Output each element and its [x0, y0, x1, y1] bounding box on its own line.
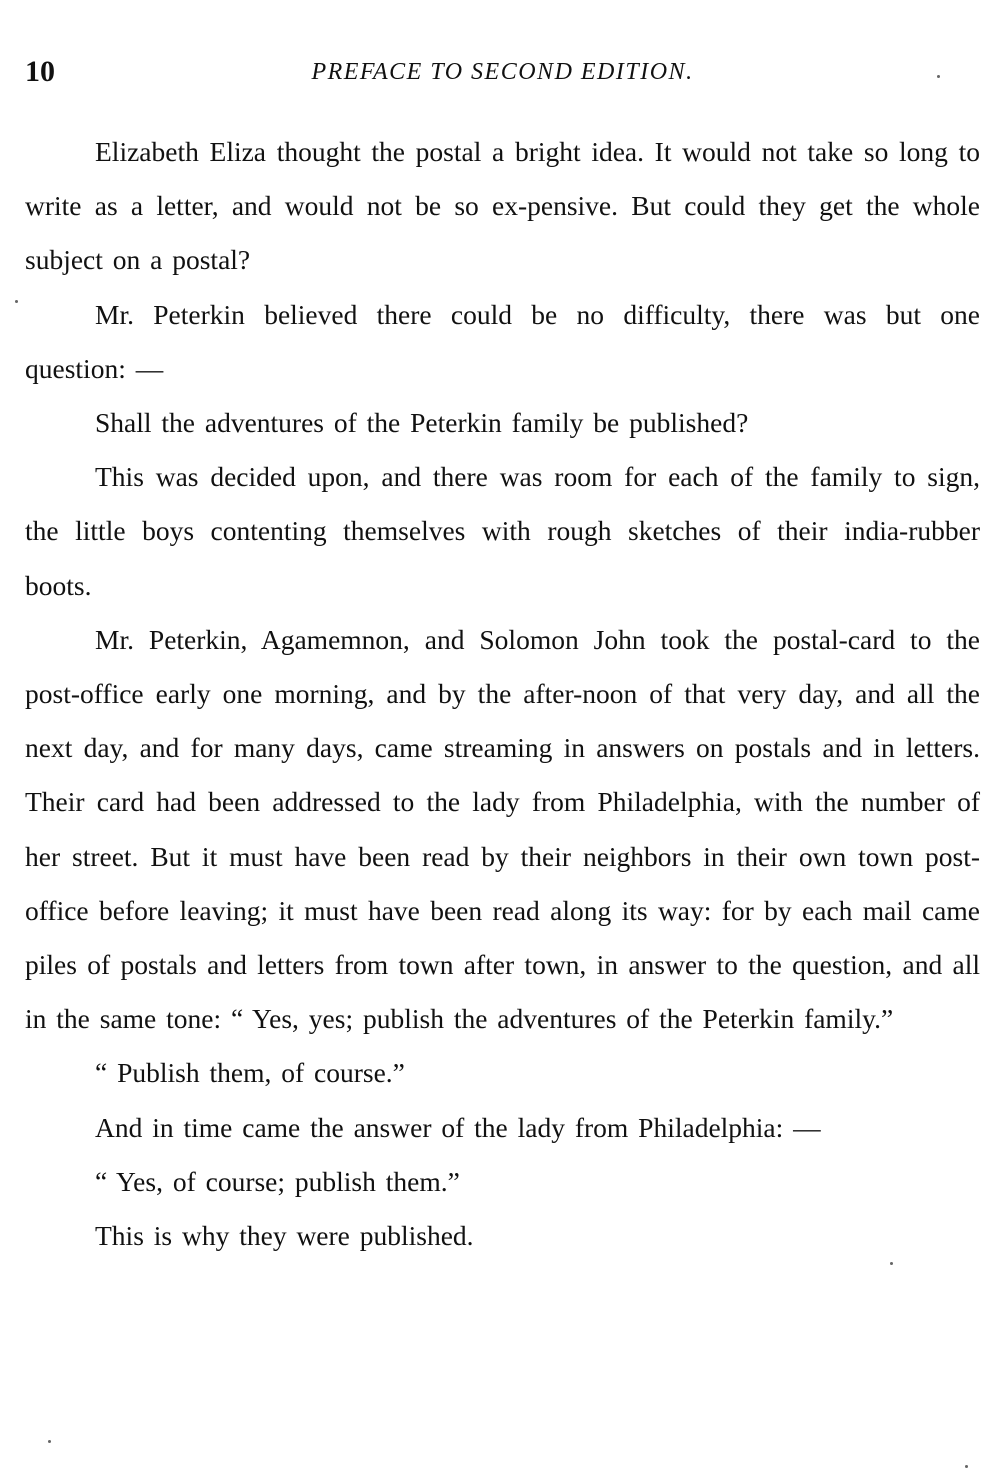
paragraph: This is why they were published.: [95, 1220, 474, 1252]
scan-speck: [937, 75, 940, 78]
scan-speck: [890, 1262, 893, 1265]
paragraph: And in time came the answer of the lady from Philadelphia: —: [95, 1111, 821, 1143]
scan-speck: [48, 1440, 51, 1443]
scan-speck: [15, 300, 18, 303]
paragraph: Shall the adventures of the Peterkin family be published?: [95, 407, 749, 439]
paragraph: Mr. Peterkin, Agamemnon, and Solomon John took the postal-card to the post-office early one morning, and by the after-noon of that very day, and all the next day, and for many days, came streaming in answers on postals and in letters. Their card had been addressed to the lady from Philadelphia, with the number of her street. But it must have been read by their neighbors in their own town post-office before leaving; it must have been read along its way: for by each mail came piles of postals and letters from town after town, in answer to the question, and all in the same tone: “ Yes, yes; publish the adventures of the Peterkin family.”: [25, 623, 980, 1035]
body-text: [25, 125, 980, 1263]
scan-speck: [965, 1465, 968, 1468]
paragraph: “ Yes, of course; publish them.”: [95, 1165, 460, 1197]
running-title: PREFACE TO SECOND EDITION.: [311, 59, 694, 85]
paragraph: Mr. Peterkin believed there could be no difficulty, there was but one question: —: [25, 298, 980, 384]
page-number: 10: [25, 55, 55, 88]
page-header: [25, 55, 980, 95]
paragraph: This was decided upon, and there was room for each of the family to sign, the little boys contenting themselves with rough sketches of their india-rubber boots.: [25, 461, 980, 601]
paragraph: “ Publish them, of course.”: [95, 1057, 405, 1089]
paragraph: Elizabeth Eliza thought the postal a bright idea. It would not take so long to write as a letter, and would not be so ex-pensive. But could they get the whole subject on a postal?: [25, 136, 980, 276]
